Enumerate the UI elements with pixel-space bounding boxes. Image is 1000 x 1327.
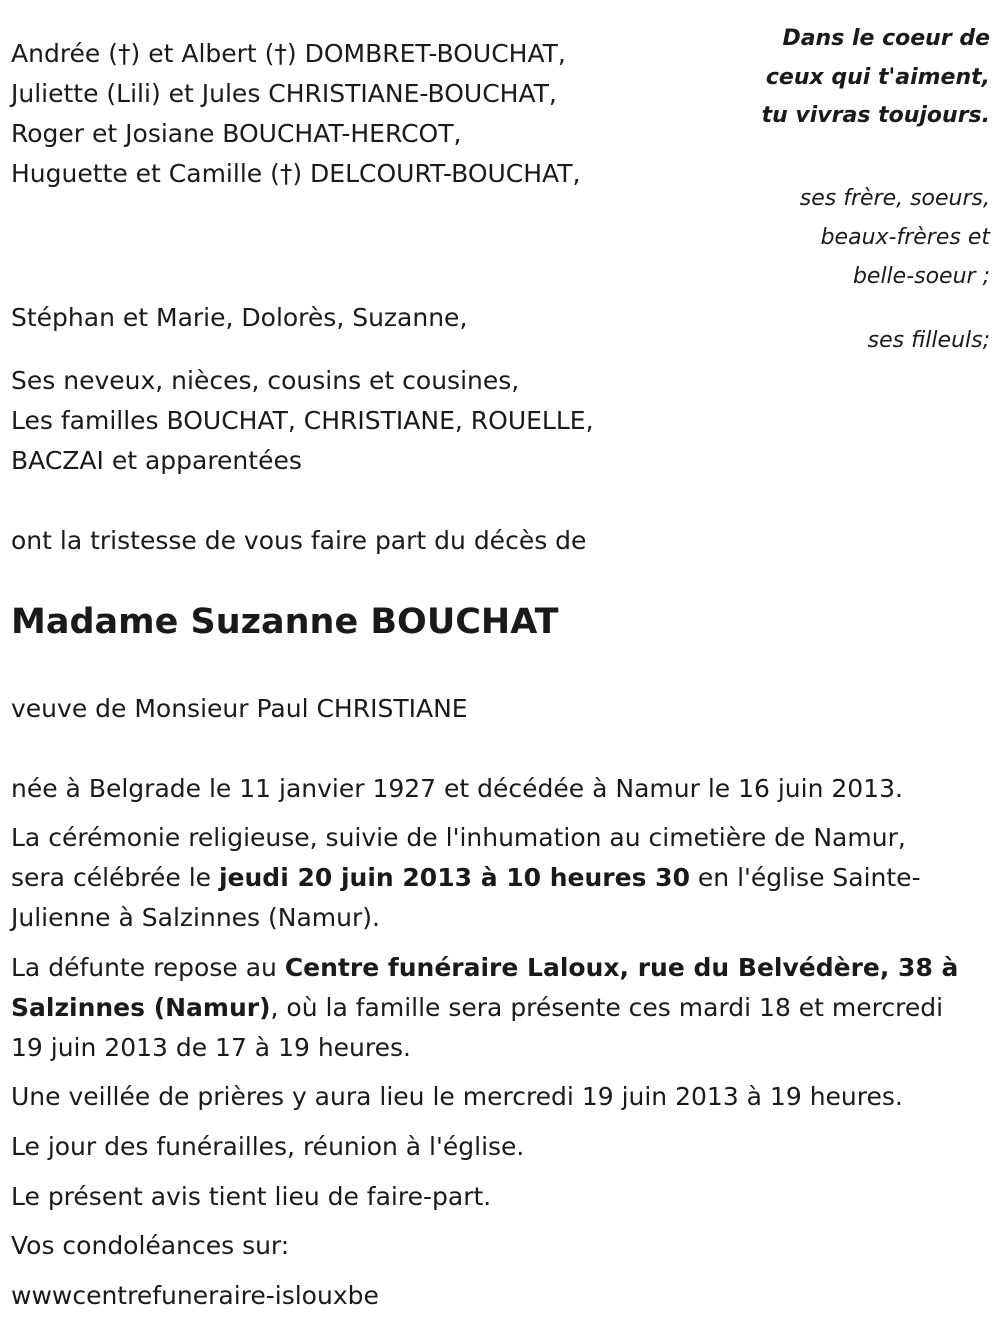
funeral-day: Le jour des funérailles, réunion à l'église. [11, 1132, 525, 1161]
rest-line-2-post: , où la famille sera présente ces mardi 18 et mercredi [270, 993, 944, 1022]
quote-line-1: Dans le coeur de [782, 26, 990, 51]
relations-line-2: beaux-frères et [820, 225, 990, 250]
filleuls-line: ses filleuls; [867, 328, 990, 353]
rest-line-2 [11, 988, 943, 1028]
announcement: ont la tristesse de vous faire part du décès de [11, 526, 587, 555]
quote-line-3: tu vivras toujours. [761, 103, 990, 128]
ceremony-line-1: La cérémonie religieuse, suivie de l'inhumation au cimetière de Namur, [11, 823, 906, 852]
quote-line-2: ceux qui t'aiment, [765, 65, 990, 90]
family-line-1: Andrée (†) et Albert (†) DOMBRET-BOUCHAT, [11, 39, 566, 68]
family-line-4: Huguette et Camille (†) DELCOURT-BOUCHAT, [11, 159, 581, 188]
relations-line-3: belle-soeur ; [852, 264, 990, 289]
ceremony-line-3: Julienne à Salzinnes (Namur). [11, 903, 380, 932]
rest-line-1 [11, 948, 958, 988]
rest-location: Centre funéraire Laloux, rue du Belvédère, 38 à [284, 953, 959, 982]
birth-death: née à Belgrade le 11 janvier 1927 et décédée à Namur le 16 juin 2013. [11, 774, 903, 803]
rest-location-city: Salzinnes (Namur) [11, 993, 271, 1022]
deceased-name: Madame Suzanne BOUCHAT [11, 602, 559, 642]
family-line-2: Juliette (Lili) et Jules CHRISTIANE-BOUCHAT, [11, 79, 557, 108]
ceremony-line-2-pre: sera célébrée le [11, 863, 219, 892]
relatives-line-1: Ses neveux, nièces, cousins et cousines, [11, 366, 520, 395]
condolences-label: Vos condoléances sur: [11, 1231, 290, 1260]
notice: Le présent avis tient lieu de faire-part. [11, 1182, 492, 1211]
rest-line-1-pre: La défunte repose au [11, 953, 285, 982]
relatives-line-2: Les familles BOUCHAT, CHRISTIANE, ROUELLE, [11, 406, 594, 435]
ceremony-datetime: jeudi 20 juin 2013 à 10 heures 30 [218, 863, 690, 892]
ceremony-line-2 [11, 858, 921, 898]
relatives-line-3: BACZAI et apparentées [11, 446, 302, 475]
vigil: Une veillée de prières y aura lieu le mercredi 19 juin 2013 à 19 heures. [11, 1082, 903, 1111]
ceremony-line-2-post: en l'église Sainte- [689, 863, 921, 892]
relations-line-1: ses frère, soeurs, [799, 186, 990, 211]
website-link[interactable]: wwwcentrefuneraire-islouxbe [11, 1281, 379, 1310]
rest-line-3: 19 juin 2013 de 17 à 19 heures. [11, 1033, 411, 1062]
godchildren-line: Stéphan et Marie, Dolorès, Suzanne, [11, 303, 468, 332]
family-line-3: Roger et Josiane BOUCHAT-HERCOT, [11, 119, 462, 148]
widow-of: veuve de Monsieur Paul CHRISTIANE [11, 694, 468, 723]
